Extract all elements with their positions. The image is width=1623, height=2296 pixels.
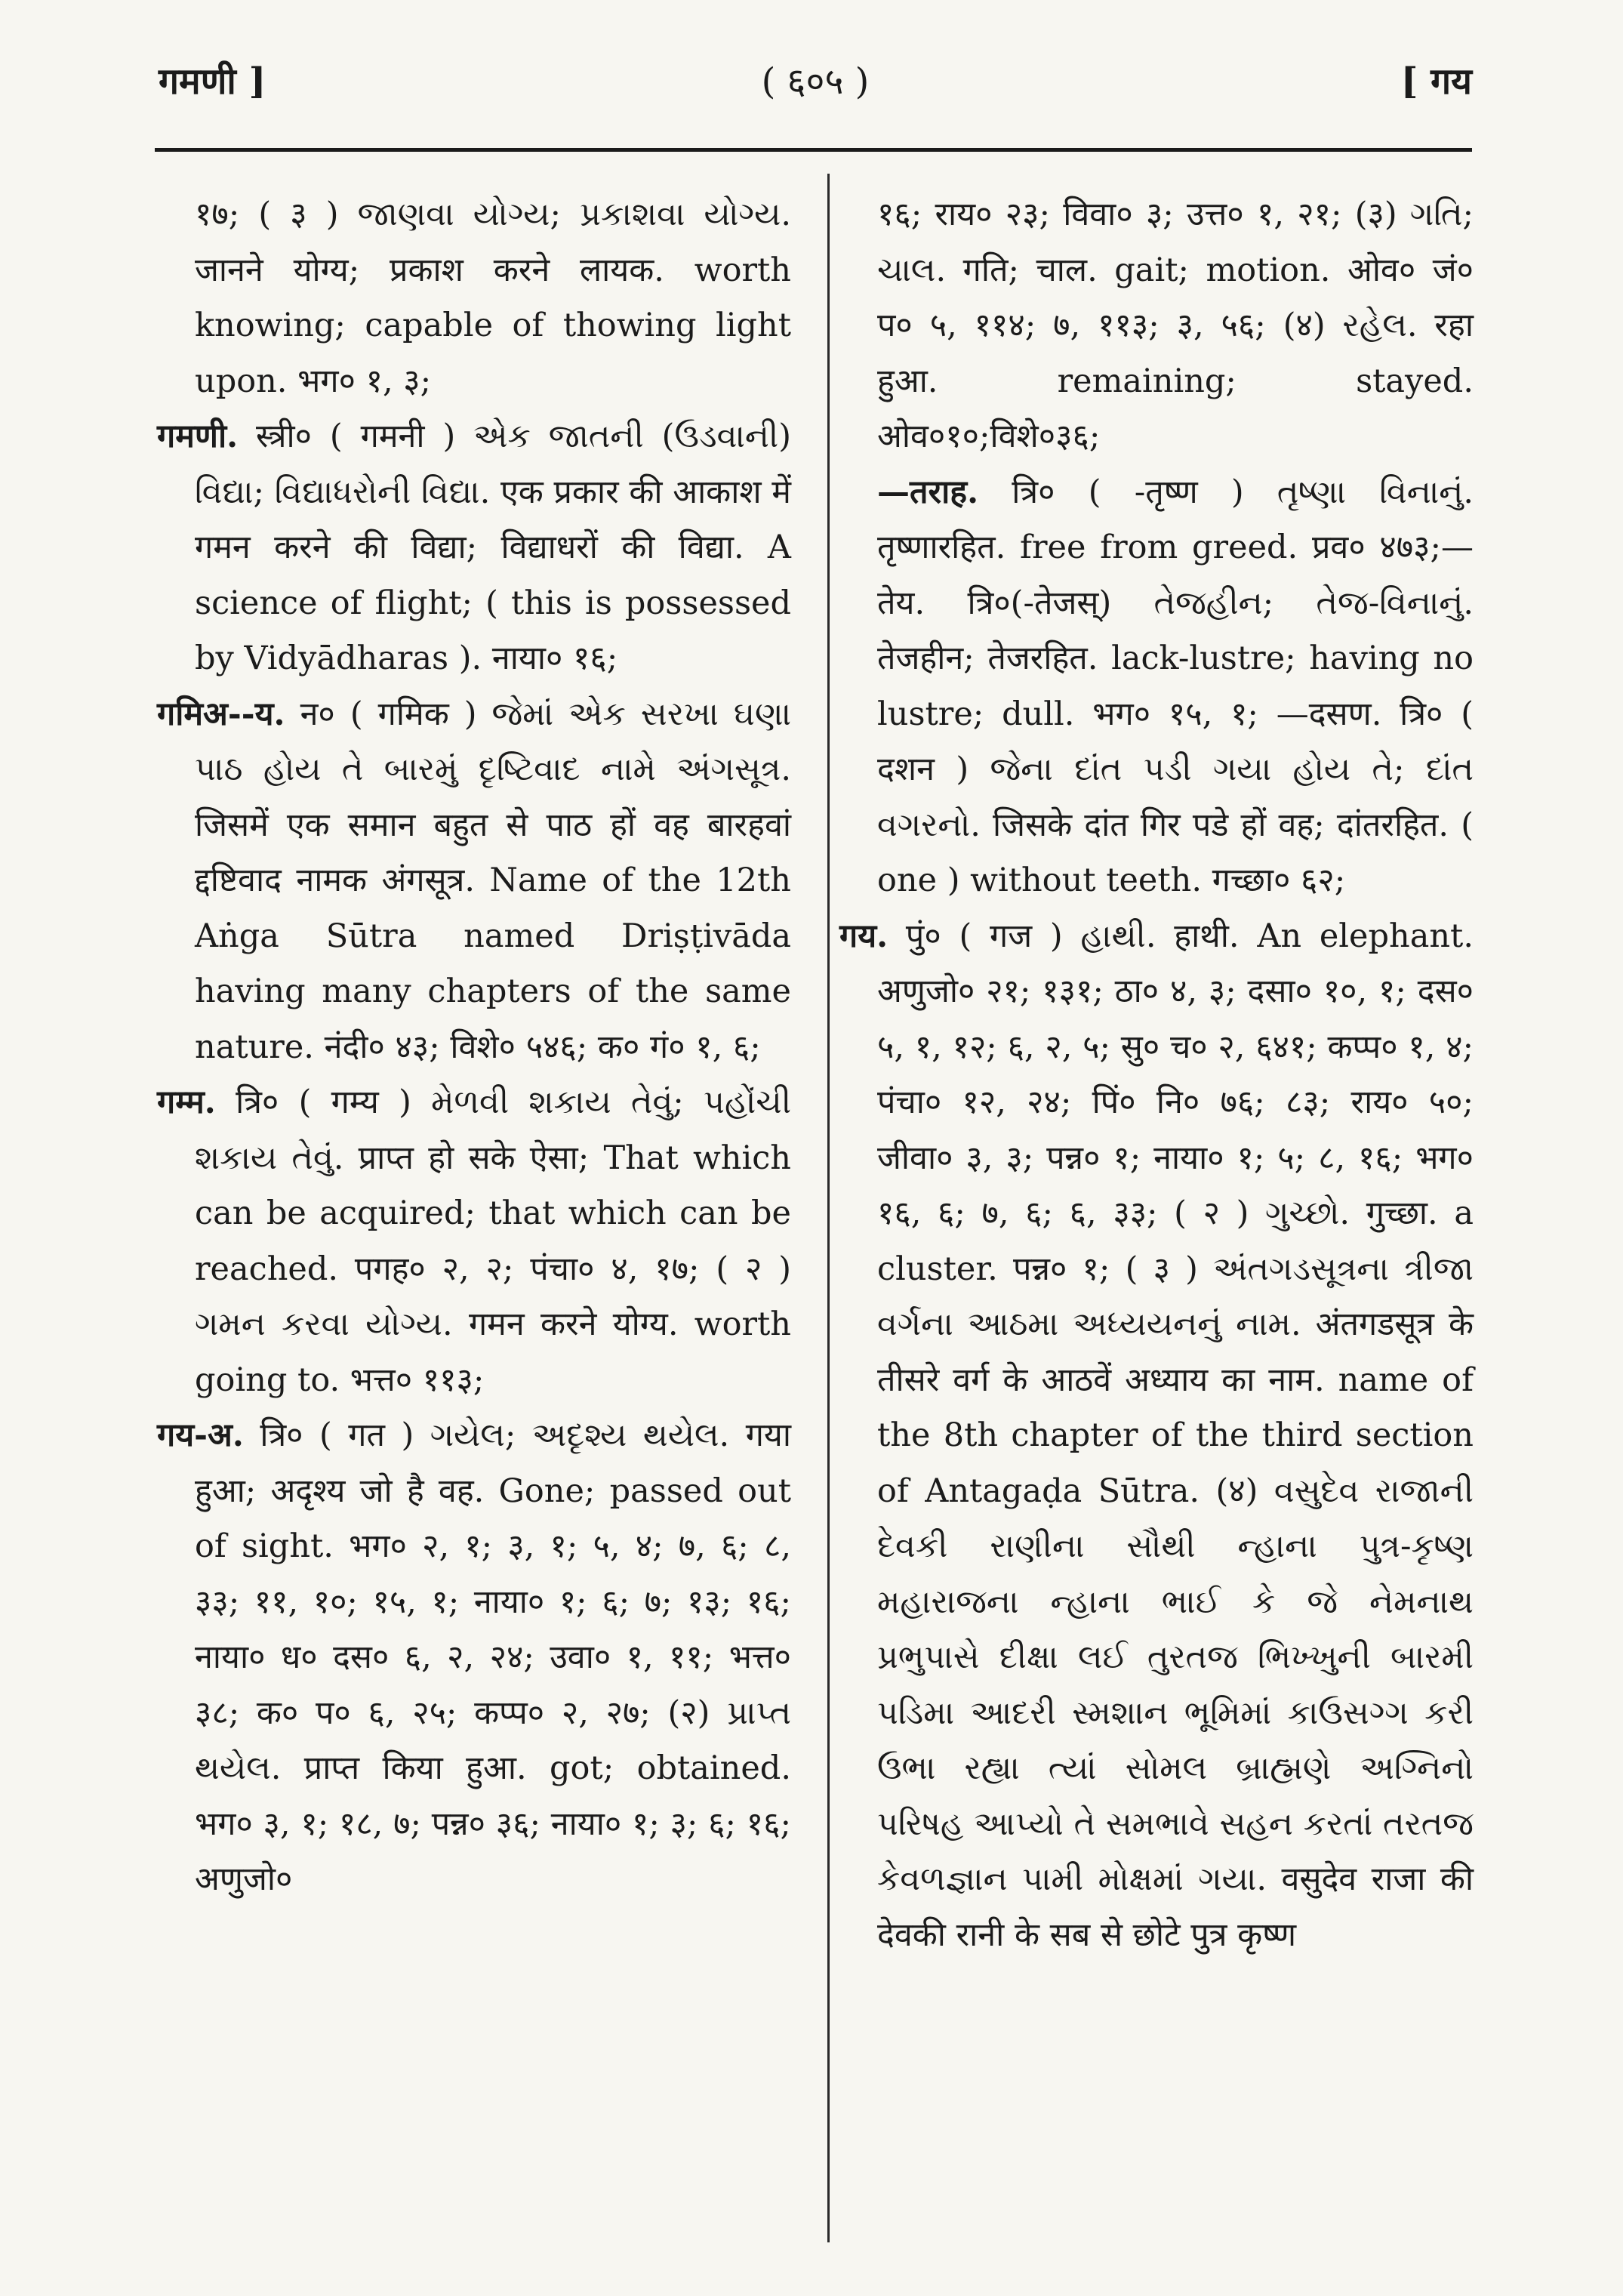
page-number: ( ६०५ ) [761, 60, 870, 103]
dictionary-entry [157, 1075, 791, 1408]
page-header [159, 51, 1472, 112]
entry-continuation [877, 187, 1474, 465]
dictionary-entry [157, 1408, 791, 1908]
column-divider [827, 174, 830, 2242]
entry-text: न० ( गमिक ) જેમાં એક સરખા ઘણા પાઠ હોય તે બારમું દૃષ્ટિવાદ નામે અંગસૂત્ર. जिसमें एक समान बहुत से पाठ हों वह बारहवां द्दष्टिवाद नामक अंगसूत्र. Name of the 12th Aṅga Sūtra named Driṣṭivāda having many chapters of the same nature. नंदी० ४३; विशे० ५४६; क० गं० १, ६; [195, 695, 792, 1066]
entry-headword: गय-अ. [157, 1416, 244, 1454]
header-left-guide-word: गमणी ] [159, 60, 266, 103]
left-column [157, 187, 792, 1908]
entry-text: त्रि० ( -तृष्ण ) તૃષ્ણા વિનાનું. तृष्णारहित. free from greed. प्रव० ४७३;—तेय. त्रि०(-तेजस्) તેજહીન; તેજ-વિનાનું. तेजहीन; तेजरहित. lack-lustre; having no lustre; dull. भग० १५, १; —दसण. त्रि० ( दशन ) જેના દાંત પડી ગયા હોય તે; દાંત વગરનો. जिसके दांत गिर पडे हों वह; दांतरहित. ( one ) without teeth. गच्छा० ६२; [877, 473, 1474, 899]
entry-text: १७; ( ३ ) જાણવા યોગ્ય; પ્રકાશવા યોગ્ય. जानने योग्य; प्रकाश करने लायक. worth knowing; capable of thowing light upon. भग० १, ३; [195, 196, 791, 400]
entry-headword: —तराह. [877, 473, 979, 511]
entry-text: स्त्री० ( गमनी ) એક જાતની (ઉડવાની) વિદ્યા; વિદ્યાધરોની વિદ્યા. एक प्रकार की आकाश में गमन करने की विद्या; विद्याधरों की विद्या. A science of flight; ( this is possessed by Vidyādharas ). नाया० १६; [195, 418, 792, 677]
right-column [839, 187, 1474, 1963]
entry-continuation [195, 187, 791, 409]
dictionary-entry [157, 409, 791, 687]
header-rule [155, 148, 1472, 152]
header-right-guide-word: [ गय [1400, 60, 1472, 103]
entry-headword: गमिअ--य. [157, 695, 285, 733]
entry-headword: गमणी. [157, 418, 239, 455]
entry-headword: गय. [839, 917, 888, 955]
entry-text: त्रि० ( गम्य ) મેળવી શકાય તેવું; પહોંચી શકાય તેવું. प्राप्त हो सके ऐसा; That which can be acquired; that which can be reached. पगह० २, २; पंचा० ४, १७; ( २ ) ગમન કરવા યોગ્ય. गमन करने योग्य. worth going to. भत्त० ११३; [195, 1083, 791, 1399]
entry-text: त्रि० ( गत ) ગયેલ; અદૃશ્ય થયેલ. गया हुआ; अदृश्य जो है वह. Gone; passed out of sight. भग० २, १; ३, १; ५, ४; ७, ६; ८, ३३; ११, १०; १५, १; नाया० १; ६; ७; १३; १६; नाया० ध० दस० ६, २, २४; उवा० १, ११; भत्त० ३८; क० प० ६, २५; कप्प० २, २७; (२) પ્રાપ્ત થયેલ. प्राप्त किया हुआ. got; obtained. भग० ३, १; १८, ७; पन्न० ३६; नाया० १; ३; ६; १६; अणुजो० [195, 1416, 791, 1898]
compound-entry [877, 465, 1474, 909]
entry-text: पुं० ( गज ) હાથી. हाथी. An elephant. अणुजो० २१; १३१; ठा० ४, ३; दसा० १०, १; दस० ५, १, १२; ६, २, ५; सु० च० २, ६४१; कप्प० १, ४; पंचा० १२, २४; पिं० नि० ७६; ८३; राय० ५०; जीवा० ३, ३; पन्न० १; नाया० १; ५; ८, १६; भग० १६, ६; ७, ६; ६, ३३; ( २ ) ગુચ્છો. गुच्छा. a cluster. पन्न० १; ( ३ ) અંતગડસૂત્રના ત્રીજા વર્ગના આઠમા અધ્યયનનું નામ. अंतगडसूत्र के तीसरे वर्ग के आठवें अध्याय का नाम. name of the 8th chapter of the third section of Antagaḍa Sūtra. (४) વસુદેવ રાજાની દેવકી રાણીના સૌથી ન્હાના પુત્ર-કૃષ્ણ મહારાજના ન્હાના ભાઈ કે જે નેમનાથ પ્રભુપાસે દીક્ષા લઈ તુરતજ ભિખ્ખુની બારમી પડિમા આદરી સ્મશાન ભૂમિમાં કાઉસગ્ગ કરી ઉભા રહ્યા ત્યાં સોમલ બ્રાહ્મણે અગ્નિનો પરિષહ આપ્યો તે સમભાવે સહન કરતાં તરતજ કેવળજ્ઞાન પામી મોક્ષમાં ગયા. वसुदेव राजा की देवकी रानी के सब से छोटे पुत्र कृष्ण [877, 917, 1474, 1954]
dictionary-entry [157, 687, 791, 1076]
dictionary-entry [839, 909, 1474, 1964]
entry-text: १६; राय० २३; विवा० ३; उत्त० १, २१; (३) ગતિ; ચાલ. गति; चाल. gait; motion. ओव० जं० प० ५, ११४; ७, ११३; ३, ५६; (४) રહેલ. रहा हुआ. remaining; stayed. ओव०१०;विशे०३६; [877, 196, 1474, 455]
entry-headword: गम्म. [157, 1083, 216, 1121]
